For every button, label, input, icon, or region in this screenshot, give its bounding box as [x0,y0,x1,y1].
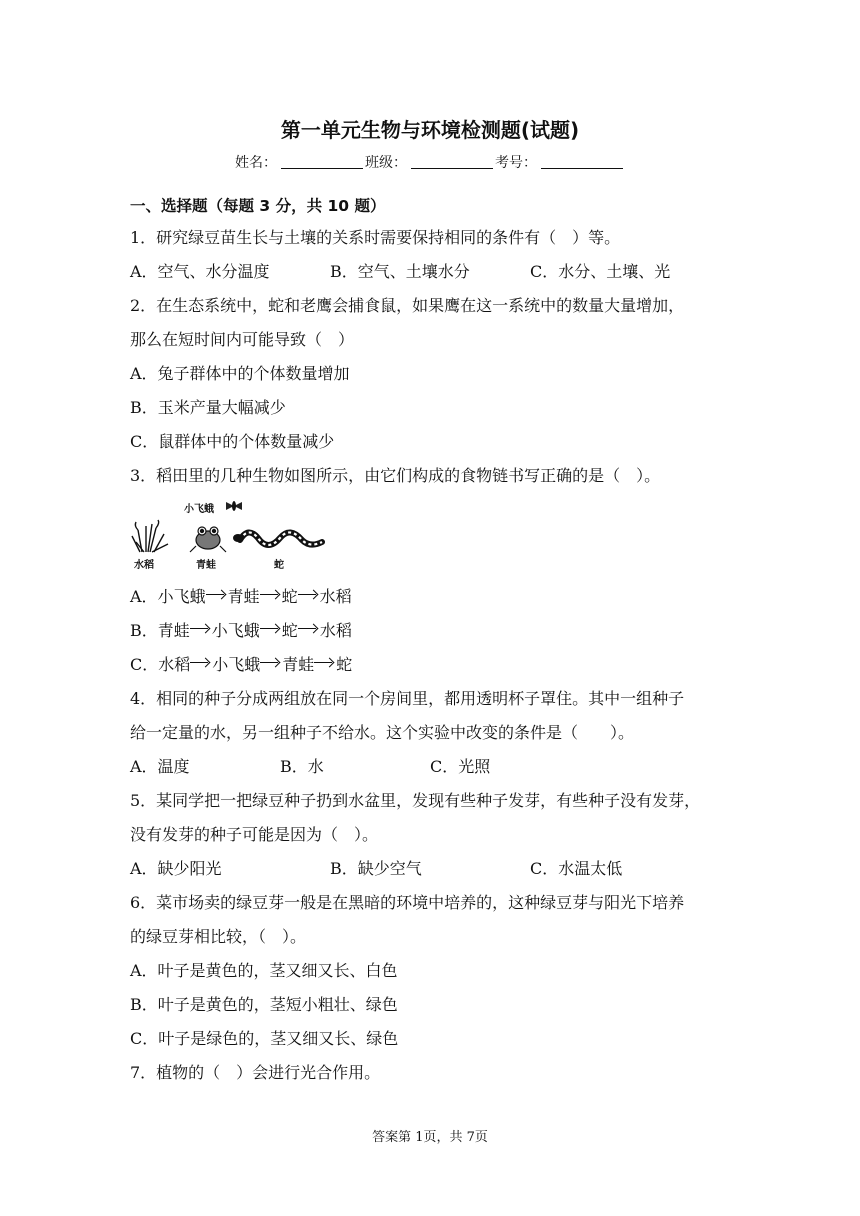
arrow-icon [260,591,280,599]
question-6-option-c[interactable]: C．叶子是绿色的，茎又细又长、绿色 [130,1029,399,1048]
chain-item: 小飞蛾 [212,655,261,674]
rice-icon [132,520,168,552]
frog-icon [190,527,226,552]
question-3-option-c[interactable] [130,652,740,675]
option-b[interactable]: B．缺少空气 [330,859,422,878]
moth-icon [226,501,242,511]
question-6-stem-line-1: 6．菜市场卖的绿豆芽一般是在黑暗的环境中培养的，这种绿豆芽与阳光下培养 [130,893,685,912]
chain-item: 水稻 [319,621,352,640]
name-label: 姓名： [235,155,277,171]
chain-item: 青蛙 [282,655,315,674]
exam-number-field[interactable] [541,154,623,169]
page-footer: 答案第 1页，共 7页 [372,1130,488,1145]
chain-item: 蛇 [281,587,298,606]
question-1-stem: 1．研究绿豆苗生长与土壤的关系时需要保持相同的条件有（ ）等。 [130,228,621,247]
class-field[interactable] [411,154,493,169]
exam-label: 考号： [495,155,537,171]
option-b[interactable]: B．水 [280,757,324,776]
arrow-icon [190,625,210,633]
student-info [0,152,860,172]
question-6-stem-line-2: 的绿豆芽相比较，（ ）。 [130,927,307,946]
chain-item: 水稻 [319,587,352,606]
arrow-icon [298,625,318,633]
question-2-option-a[interactable]: A．兔子群体中的个体数量增加 [130,364,350,383]
moth-label: 小飞蛾 [184,504,214,515]
class-label: 班级： [365,155,407,171]
question-3-option-a[interactable] [130,584,740,607]
arrow-icon [260,659,280,667]
snake-icon [233,532,322,545]
frog-label: 青蛙 [196,560,216,571]
question-5-stem-line-1: 5．某同学把一把绿豆种子扔到水盆里，发现有些种子发芽，有些种子没有发芽， [130,791,701,810]
question-5-stem-line-2: 没有发芽的种子可能是因为（ ）。 [130,825,379,844]
question-6-option-a[interactable]: A．叶子是黄色的，茎又细又长、白色 [130,961,398,980]
chain-item: 青蛙 [227,587,260,606]
question-3-stem: 3．稻田里的几种生物如图所示，由它们构成的食物链书写正确的是（ ）。 [130,466,661,485]
arrow-icon [260,625,280,633]
chain-item: C． [130,655,159,674]
option-c[interactable]: C．水温太低 [530,859,623,878]
question-2-stem-line-1: 2．在生态系统中，蛇和老鹰会捕食鼠，如果鹰在这一系统中的数量大量增加， [130,296,685,315]
chain-item: 蛇 [281,621,298,640]
chain-item: 水稻 [158,655,191,674]
question-2-stem-line-2: 那么在短时间内可能导致（ ） [130,330,355,349]
food-chain-figure [130,496,330,570]
food-chain-illustration [130,496,330,570]
question-6-option-b[interactable]: B．叶子是黄色的，茎短小粗壮、绿色 [130,995,398,1014]
option-b[interactable]: B．空气、土壤水分 [330,262,470,281]
chain-item: 青蛙 [157,621,190,640]
arrow-icon [298,591,318,599]
chain-item: 小飞蛾 [157,587,206,606]
question-2-option-c[interactable]: C．鼠群体中的个体数量减少 [130,432,335,451]
question-7-stem: 7．植物的（ ）会进行光合作用。 [130,1063,381,1082]
snake-label: 蛇 [274,560,284,571]
option-a[interactable]: A．缺少阳光 [130,859,222,878]
chain-item: A． [130,587,158,606]
option-a[interactable]: A．温度 [130,757,190,776]
question-4-stem-line-2: 给一定量的水，另一组种子不给水。这个实验中改变的条件是（ ）。 [130,723,635,742]
question-4-stem-line-1: 4．相同的种子分成两组放在同一个房间里，都用透明杯子罩住。其中一组种子 [130,689,685,708]
page-title: 第一单元生物与环境检测题(试题) [280,118,580,142]
question-3-option-b[interactable] [130,618,740,641]
chain-item: B． [130,621,158,640]
arrow-icon [206,591,226,599]
option-c[interactable]: C．水分、土壤、光 [530,262,671,281]
option-a[interactable]: A．空气、水分温度 [130,262,270,281]
arrow-icon [190,659,210,667]
name-field[interactable] [281,154,363,169]
section-heading: 一、选择题（每题 3 分，共 10 题） [130,197,386,215]
question-2-option-b[interactable]: B．玉米产量大幅减少 [130,398,286,417]
rice-label: 水稻 [134,560,154,571]
option-c[interactable]: C．光照 [430,757,491,776]
chain-item: 小飞蛾 [211,621,260,640]
arrow-icon [314,659,334,667]
chain-item: 蛇 [336,655,353,674]
